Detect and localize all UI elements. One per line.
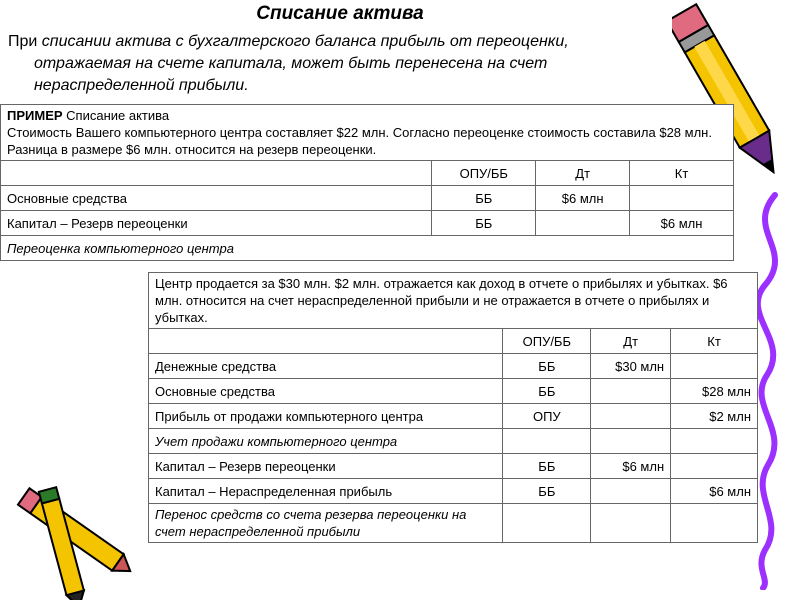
table-caption: Переоценка компьютерного центра [1,236,734,261]
header-cell: ОПУ/ББ [432,161,536,186]
example-note [1,105,734,161]
type-cell: ББ [432,186,536,211]
empty-cell [503,429,591,454]
debit-cell: $6 млн [536,186,630,211]
sale-note: Центр продается за $30 млн. $2 млн. отражается как доход в отчете о прибылях и убытках. $6 млн. относится на счет нераспределенной прибыли и не отражается в отчете о прибылях и убытках. [149,273,758,329]
table-caption-row [1,236,734,261]
credit-cell: $6 млн [630,211,734,236]
empty-cell [591,429,671,454]
table-header [1,161,734,186]
table-caption: Перенос средств со счета резерва переоценки на счет нераспределенной прибыли [149,504,503,543]
account-cell: Капитал – Резерв переоценки [149,454,503,479]
credit-cell: $6 млн [671,479,758,504]
credit-cell: $2 млн [671,404,758,429]
type-cell: ББ [503,354,591,379]
example-label: ПРИМЕР [7,108,63,123]
account-cell: Капитал – Нераспределенная прибыль [149,479,503,504]
intro-line-1: списании актива с бухгалтерского баланса прибыль от переоценки, [41,33,569,50]
revaluation-table [0,104,734,261]
debit-cell [591,479,671,504]
account-cell: Капитал – Резерв переоценки [1,211,432,236]
type-cell: ББ [503,479,591,504]
debit-cell [591,379,671,404]
intro-lead: При [8,33,42,50]
empty-cell [671,429,758,454]
intro-line-2: отражаемая на счете капитала, может быть перенесена на счет [34,55,548,72]
debit-cell [536,211,630,236]
type-cell: ББ [432,211,536,236]
type-cell: ОПУ [503,404,591,429]
table-caption-row [149,504,758,543]
account-cell: Основные средства [1,186,432,211]
header-cell [1,161,432,186]
account-cell: Основные средства [149,379,503,404]
table-row [149,379,758,404]
empty-cell [591,504,671,543]
credit-cell: $28 млн [671,379,758,404]
type-cell: ББ [503,379,591,404]
intro-line-3: нераспределенной прибыли. [34,77,249,94]
header-cell: ОПУ/ББ [503,329,591,354]
table-row [1,211,734,236]
account-cell: Прибыль от продажи компьютерного центра [149,404,503,429]
debit-cell: $6 млн [591,454,671,479]
table-row [149,404,758,429]
credit-cell [671,454,758,479]
credit-cell [630,186,734,211]
example-text: Стоимость Вашего компьютерного центра составляет $22 млн. Согласно переоценке стоимость составила $28 млн. Разница в размере $6 млн. относится на резерв переоценки. [7,125,712,157]
table-caption: Учет продажи компьютерного центра [149,429,503,454]
sale-table [148,272,758,543]
intro-text [8,31,668,97]
empty-cell [671,504,758,543]
table-row [149,354,758,379]
table-row [1,186,734,211]
header-cell: Дт [591,329,671,354]
empty-cell [503,504,591,543]
table-row [149,479,758,504]
credit-cell [671,354,758,379]
debit-cell: $30 млн [591,354,671,379]
table-header [149,329,758,354]
type-cell: ББ [503,454,591,479]
table-row [149,454,758,479]
header-cell: Дт [536,161,630,186]
table-caption-row [149,429,758,454]
page-title: Списание актива [256,3,424,24]
debit-cell [591,404,671,429]
header-cell [149,329,503,354]
pencils-icon [0,470,140,600]
account-cell: Денежные средства [149,354,503,379]
header-cell: Кт [671,329,758,354]
example-title: Списание актива [62,108,170,123]
header-cell: Кт [630,161,734,186]
